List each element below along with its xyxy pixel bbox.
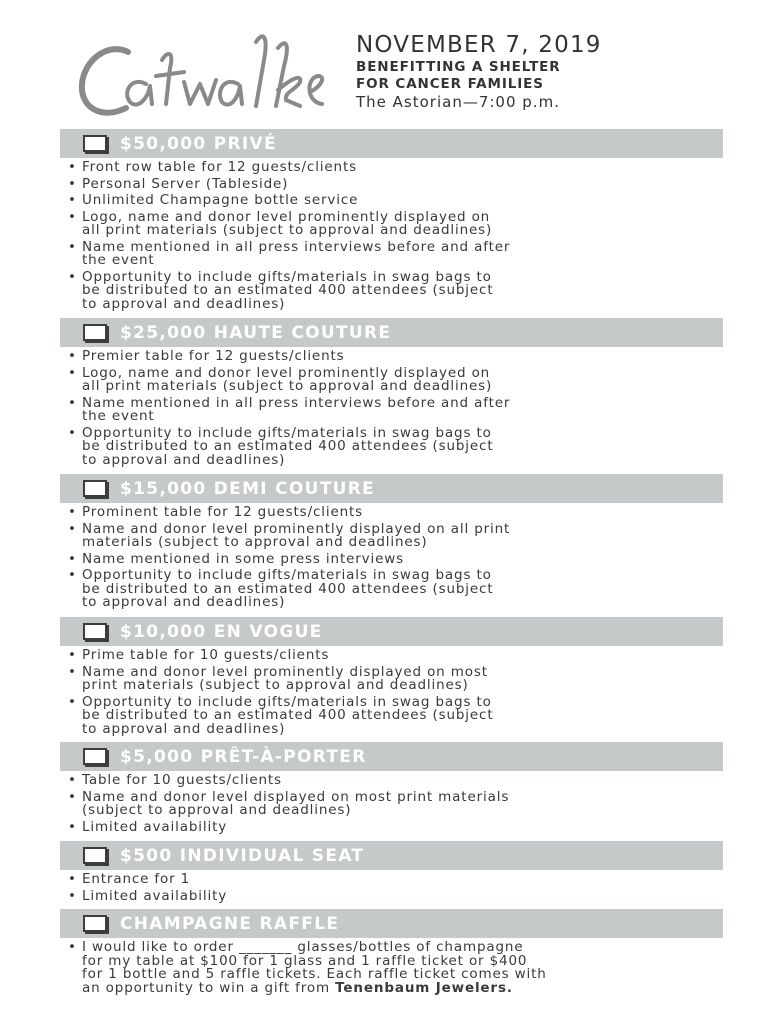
benefit-item bbox=[66, 506, 723, 520]
benefit-line: Front row table for 12 guests/clients bbox=[82, 159, 357, 175]
benefit-item bbox=[66, 887, 723, 904]
benefit-line: Logo, name and donor level prominently displayed on bbox=[82, 364, 491, 381]
sponsor-jeweler-name: Tenenbaum Jewelers. bbox=[335, 979, 513, 996]
catwalk-logo bbox=[70, 20, 330, 128]
benefit-line: to approval and deadlines) bbox=[82, 451, 286, 468]
event-date: NOVEMBER 7, 2019 bbox=[356, 32, 602, 58]
tier-header-bar bbox=[60, 129, 723, 158]
benefit-item bbox=[66, 788, 723, 818]
benefit-item bbox=[66, 350, 723, 364]
benefit-line: for my table at $100 for 1 glass and 1 raffle ticket or $400 bbox=[82, 952, 528, 969]
benefit-item bbox=[66, 693, 723, 737]
catwalk-script-logo-icon bbox=[70, 20, 330, 128]
tier-section bbox=[60, 742, 723, 837]
benefit-line: be distributed to an estimated 400 attendees (subject bbox=[82, 707, 494, 723]
benefit-list bbox=[60, 158, 723, 311]
benefit-item bbox=[66, 394, 723, 424]
benefit-list bbox=[60, 870, 723, 903]
tier-section bbox=[60, 318, 723, 470]
event-benefit-line-1: BENEFITTING A SHELTER bbox=[356, 59, 561, 75]
benefit-line: Name mentioned in all press interviews before and after bbox=[82, 394, 511, 411]
tier-title: $25,000 HAUTE COUTURE bbox=[120, 322, 392, 343]
benefit-line: (subject to approval and deadlines) bbox=[82, 802, 352, 818]
tier-title: $500 INDIVIDUAL SEAT bbox=[120, 845, 365, 866]
benefit-line: to approval and deadlines) bbox=[82, 720, 286, 737]
tier-header-bar bbox=[60, 318, 723, 347]
tier-title: $50,000 PRIVÉ bbox=[120, 133, 277, 154]
tier-checkbox[interactable] bbox=[83, 623, 107, 640]
benefit-line: print materials (subject to approval and deadlines) bbox=[82, 677, 469, 693]
event-info bbox=[356, 32, 602, 111]
tier-header-bar bbox=[60, 841, 723, 870]
benefit-item bbox=[66, 569, 723, 610]
benefit-line: to approval and deadlines) bbox=[82, 295, 286, 312]
tier-header-bar bbox=[60, 474, 723, 503]
benefit-line: Premier table for 12 guests/clients bbox=[82, 348, 345, 364]
benefit-line: for 1 bottle and 5 raffle tickets. Each raffle ticket comes with bbox=[82, 966, 547, 982]
tier-checkbox[interactable] bbox=[83, 324, 107, 341]
benefit-item bbox=[66, 364, 723, 394]
tier-section bbox=[60, 909, 723, 998]
benefit-line: an opportunity to win a gift from bbox=[82, 979, 336, 996]
benefit-line: Name and donor level prominently displayed on most bbox=[82, 663, 488, 680]
benefit-line: materials (subject to approval and deadlines) bbox=[82, 534, 428, 550]
benefit-line: Limited availability bbox=[82, 887, 228, 904]
benefit-item bbox=[66, 520, 723, 550]
tier-title: $10,000 EN VOGUE bbox=[120, 621, 323, 642]
benefit-line: Personal Server (Tableside) bbox=[82, 175, 289, 192]
tier-checkbox[interactable] bbox=[83, 847, 107, 864]
tier-title: CHAMPAGNE RAFFLE bbox=[120, 913, 340, 934]
tier-title: $5,000 PRÊT-À-PORTER bbox=[120, 746, 367, 767]
benefit-line: Limited availability bbox=[82, 818, 228, 835]
benefit-line: Prominent table for 12 guests/clients bbox=[82, 504, 364, 520]
benefit-line: Name mentioned in all press interviews before and after bbox=[82, 238, 511, 255]
benefit-line: all print materials (subject to approval and deadlines) bbox=[82, 378, 493, 394]
benefit-line: the event bbox=[82, 408, 155, 424]
benefit-item bbox=[66, 649, 723, 663]
benefit-line: Opportunity to include gifts/materials in swag bags to bbox=[82, 693, 492, 710]
benefit-line: Name and donor level displayed on most print materials bbox=[82, 788, 510, 805]
benefit-line: be distributed to an estimated 400 attendees (subject bbox=[82, 282, 494, 298]
benefit-line: Name mentioned in some press interviews bbox=[82, 550, 405, 567]
benefit-item bbox=[66, 208, 723, 238]
tier-checkbox[interactable] bbox=[83, 135, 107, 152]
tier-header-bar bbox=[60, 617, 723, 646]
benefit-item bbox=[66, 873, 723, 887]
benefit-item bbox=[66, 818, 723, 835]
benefit-line: the event bbox=[82, 252, 155, 268]
benefit-line: Table for 10 guests/clients bbox=[82, 772, 282, 788]
benefit-line: Logo, name and donor level prominently displayed on bbox=[82, 208, 491, 225]
tier-header-bar bbox=[60, 909, 723, 938]
benefit-item bbox=[66, 774, 723, 788]
tier-section bbox=[60, 129, 723, 314]
benefit-list bbox=[60, 503, 723, 610]
benefit-line: Opportunity to include gifts/materials in swag bags to bbox=[82, 567, 492, 583]
page-header bbox=[0, 0, 770, 128]
benefit-line: Opportunity to include gifts/materials in swag bags to bbox=[82, 424, 492, 441]
tier-section bbox=[60, 841, 723, 906]
benefit-item bbox=[66, 161, 723, 175]
benefit-line: Name and donor level prominently displayed on all print bbox=[82, 520, 511, 537]
benefit-line: Entrance for 1 bbox=[82, 871, 191, 887]
benefit-line: Prime table for 10 guests/clients bbox=[82, 647, 330, 663]
benefit-line: be distributed to an estimated 400 attendees (subject bbox=[82, 438, 494, 454]
tier-checkbox[interactable] bbox=[83, 480, 107, 497]
event-benefit-line-2: FOR CANCER FAMILIES bbox=[356, 76, 544, 92]
tier-title: $15,000 DEMI COUTURE bbox=[120, 478, 376, 499]
benefit-line: all print materials (subject to approval and deadlines) bbox=[82, 222, 493, 238]
benefit-item bbox=[66, 550, 723, 567]
benefit-item bbox=[66, 194, 723, 208]
tier-checkbox[interactable] bbox=[83, 748, 107, 765]
tier-section bbox=[60, 617, 723, 739]
benefit-line: Unlimited Champagne bottle service bbox=[82, 192, 359, 208]
event-venue-time: The Astorian—7:00 p.m. bbox=[356, 93, 560, 111]
benefit-item bbox=[66, 238, 723, 268]
tier-header-bar bbox=[60, 742, 723, 771]
benefit-item bbox=[66, 663, 723, 693]
benefit-item bbox=[66, 424, 723, 468]
benefit-line: to approval and deadlines) bbox=[82, 594, 286, 610]
benefit-list bbox=[60, 646, 723, 736]
benefit-list bbox=[60, 347, 723, 467]
benefit-list bbox=[60, 938, 723, 995]
benefit-line: I would like to order _______ glasses/bottles of champagne bbox=[82, 939, 524, 955]
benefit-line: be distributed to an estimated 400 attendees (subject bbox=[82, 580, 494, 597]
benefit-line: Opportunity to include gifts/materials in swag bags to bbox=[82, 268, 492, 285]
tier-checkbox[interactable] bbox=[83, 915, 107, 932]
tier-section bbox=[60, 474, 723, 613]
benefit-item bbox=[66, 941, 723, 995]
benefit-item bbox=[66, 175, 723, 192]
benefit-list bbox=[60, 771, 723, 834]
benefit-item bbox=[66, 268, 723, 312]
